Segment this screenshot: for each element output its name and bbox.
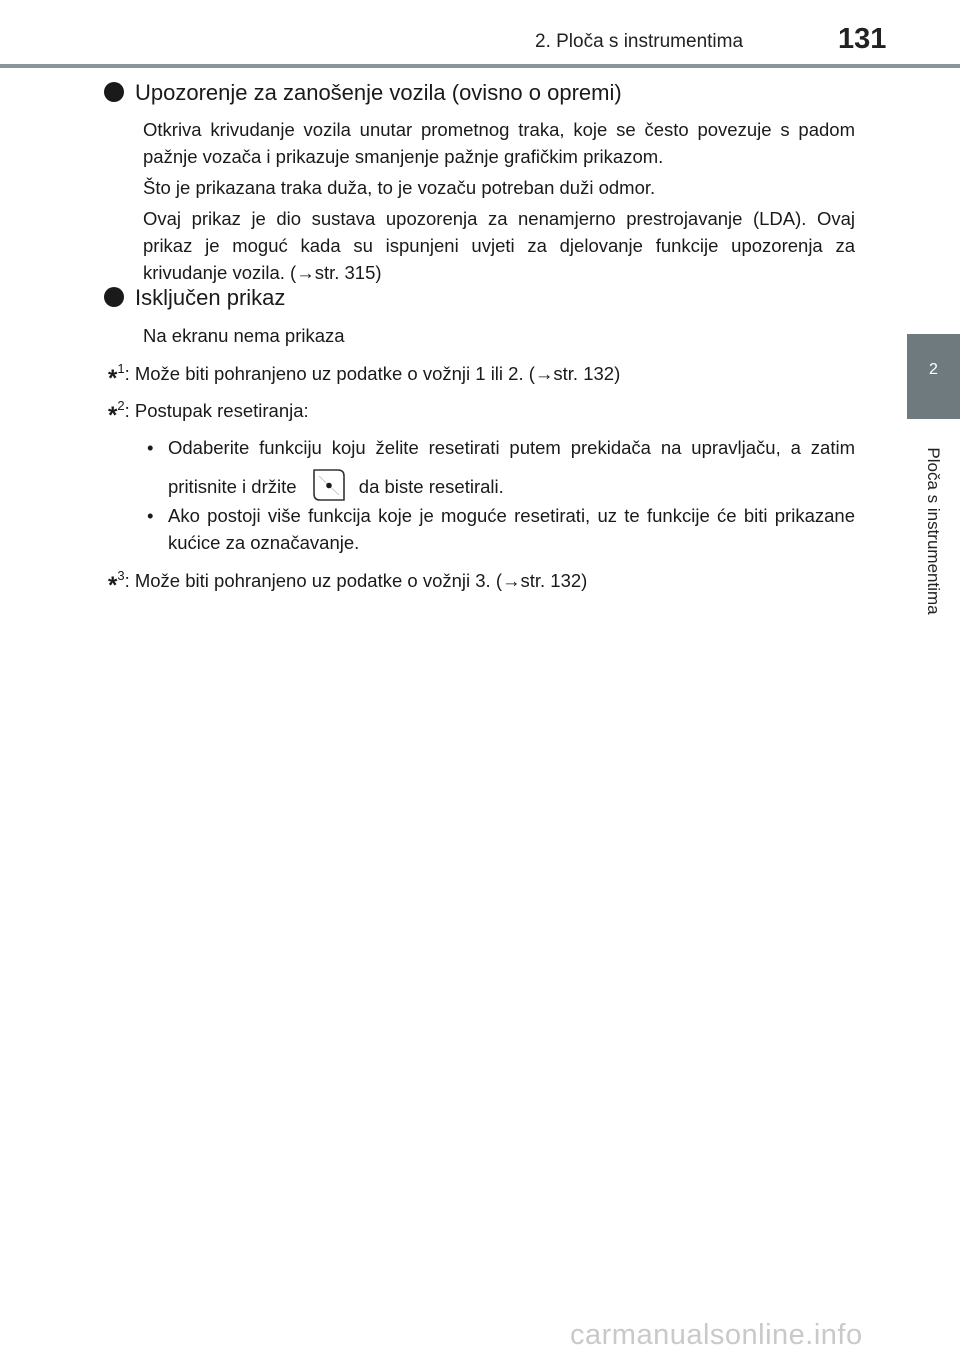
watermark: carmanualsonline.info <box>570 1319 863 1351</box>
chapter-side-title: Ploča s instrumentima <box>924 447 943 615</box>
paragraph: Što je prikazana traka duža, to je vozaču potreban duži odmor. <box>143 177 656 198</box>
footnote-3 <box>108 562 858 599</box>
footnote-2 <box>108 392 858 429</box>
paragraph: Ovaj prikaz je dio sustava upozorenja za nenamjerno prestrojavanje (LDA). Ovaj prikaz je moguć kada su ispunjeni uvjeti za djelovanje funkcije upozorenja za krivudanje vozila. (→str. 315) <box>143 208 855 283</box>
paragraph: Otkriva krivudanje vozila unutar prometnog traka, koje se često povezuje s padom pažnje vozača i prikazuje smanjenje pažnje grafičkim prikazom. <box>143 119 855 167</box>
footnote-number: 1 <box>117 361 125 376</box>
section-heading-text: Isključen prikaz <box>135 285 286 310</box>
list-item <box>147 428 855 506</box>
header-section-title: 2. Ploča s instrumentima <box>535 31 744 52</box>
bullet-icon <box>104 287 124 307</box>
list-bullet: • <box>147 437 154 458</box>
list-bullet: • <box>147 505 154 526</box>
section-heading-lane-drift <box>104 79 864 107</box>
chapter-tab-number: 2 <box>929 361 938 378</box>
footnote-star: * <box>108 402 118 429</box>
page-number: 131 <box>838 23 887 55</box>
section-heading-display-off <box>104 284 864 312</box>
header-rule <box>0 64 960 68</box>
footnote-text: : Može biti pohranjeno uz podatke o vožnji 1 ili 2. (→str. 132) <box>124 363 621 384</box>
footnote-number: 2 <box>117 398 125 413</box>
paragraph: Na ekranu nema prikaza <box>143 325 345 346</box>
steering-switch-button-icon <box>308 467 348 503</box>
list-item <box>147 502 855 556</box>
bullet-icon <box>104 82 124 102</box>
footnote-1 <box>108 355 858 392</box>
footnote-star: * <box>108 572 118 599</box>
list-item-text: Odaberite funkciju koju želite resetirati putem prekidača na upravljaču, a zatim pritisnite i držite <box>168 437 855 497</box>
footnote-star: * <box>108 365 118 392</box>
footnote-number: 3 <box>117 568 125 583</box>
section-heading-text: Upozorenje za zanošenje vozila (ovisno o opremi) <box>135 80 622 105</box>
chapter-tab <box>907 334 960 419</box>
list-item-text: Ako postoji više funkcija koje je moguće resetirati, uz te funkcije će biti prikazane kućice za označavanje. <box>168 505 855 553</box>
footnote-text: : Postupak resetiranja: <box>124 400 309 421</box>
footnote-text: : Može biti pohranjeno uz podatke o vožnji 3. (→str. 132) <box>124 570 588 591</box>
list-item-text: da biste resetirali. <box>358 476 504 497</box>
